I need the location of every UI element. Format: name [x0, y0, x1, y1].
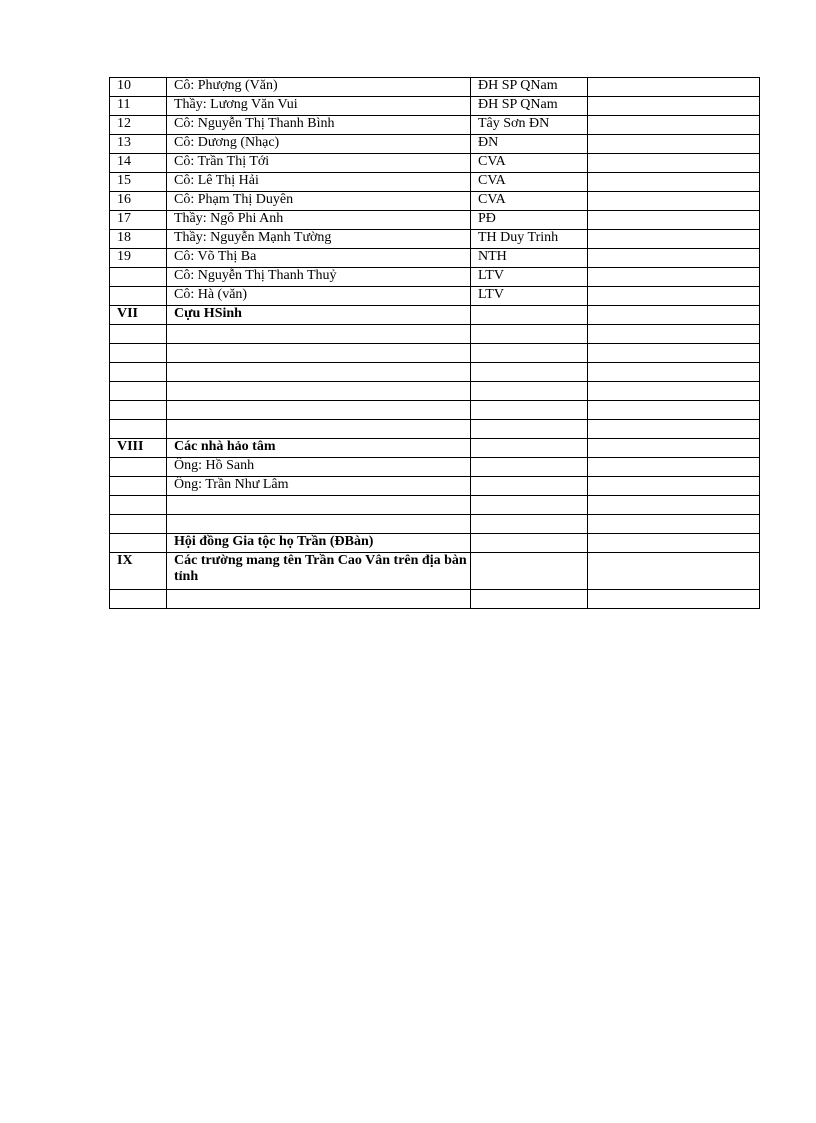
name-cell: Cô: Phạm Thị Duyên	[167, 192, 471, 211]
note-cell	[588, 325, 760, 344]
table-row	[110, 439, 760, 458]
table-row	[110, 97, 760, 116]
name-cell: Cựu HSinh	[167, 306, 471, 325]
table-row	[110, 382, 760, 401]
name-cell	[167, 344, 471, 363]
name-cell: Các trường mang tên Trần Cao Vân trên địa bàn tỉnh	[167, 553, 471, 590]
participants-table	[109, 77, 760, 609]
table-body	[110, 78, 760, 609]
table-row	[110, 78, 760, 97]
unit-cell	[471, 496, 588, 515]
name-cell	[167, 515, 471, 534]
unit-cell: ĐN	[471, 135, 588, 154]
row-number-cell	[110, 496, 167, 515]
row-number-cell: 18	[110, 230, 167, 249]
row-number-cell	[110, 287, 167, 306]
table-row	[110, 496, 760, 515]
unit-cell	[471, 306, 588, 325]
note-cell	[588, 97, 760, 116]
unit-cell	[471, 363, 588, 382]
unit-cell	[471, 534, 588, 553]
name-cell: Các nhà hảo tâm	[167, 439, 471, 458]
row-number-cell	[110, 458, 167, 477]
unit-cell: CVA	[471, 154, 588, 173]
name-cell: Ông: Hồ Sanh	[167, 458, 471, 477]
note-cell	[588, 534, 760, 553]
name-cell: Cô: Nguyễn Thị Thanh Bình	[167, 116, 471, 135]
row-number-cell	[110, 420, 167, 439]
unit-cell: TH Duy Trinh	[471, 230, 588, 249]
name-cell: Cô: Trần Thị Tới	[167, 154, 471, 173]
name-cell	[167, 325, 471, 344]
table-row	[110, 325, 760, 344]
note-cell	[588, 154, 760, 173]
table-row	[110, 211, 760, 230]
unit-cell: PĐ	[471, 211, 588, 230]
name-cell: Cô: Võ Thị Ba	[167, 249, 471, 268]
row-number-cell: VII	[110, 306, 167, 325]
name-cell	[167, 401, 471, 420]
unit-cell: CVA	[471, 192, 588, 211]
note-cell	[588, 173, 760, 192]
name-cell: Cô: Phượng (Văn)	[167, 78, 471, 97]
unit-cell	[471, 515, 588, 534]
unit-cell	[471, 325, 588, 344]
unit-cell: ĐH SP QNam	[471, 78, 588, 97]
note-cell	[588, 287, 760, 306]
unit-cell	[471, 477, 588, 496]
row-number-cell: 14	[110, 154, 167, 173]
unit-cell	[471, 458, 588, 477]
unit-cell: CVA	[471, 173, 588, 192]
note-cell	[588, 420, 760, 439]
name-cell: Thầy: Ngô Phi Anh	[167, 211, 471, 230]
row-number-cell: 10	[110, 78, 167, 97]
name-cell	[167, 363, 471, 382]
table-row	[110, 249, 760, 268]
table-row	[110, 553, 760, 590]
row-number-cell	[110, 325, 167, 344]
unit-cell	[471, 420, 588, 439]
table-row	[110, 590, 760, 609]
table-row	[110, 534, 760, 553]
note-cell	[588, 268, 760, 287]
table-row	[110, 344, 760, 363]
table-row	[110, 230, 760, 249]
note-cell	[588, 477, 760, 496]
row-number-cell: 19	[110, 249, 167, 268]
table-row	[110, 173, 760, 192]
note-cell	[588, 306, 760, 325]
unit-cell: Tây Sơn ĐN	[471, 116, 588, 135]
table-row	[110, 135, 760, 154]
table-row	[110, 116, 760, 135]
name-cell	[167, 420, 471, 439]
name-cell: Thầy: Lương Văn Vui	[167, 97, 471, 116]
row-number-cell	[110, 534, 167, 553]
row-number-cell: 17	[110, 211, 167, 230]
table-row	[110, 477, 760, 496]
table-row	[110, 420, 760, 439]
row-number-cell	[110, 344, 167, 363]
table-row	[110, 306, 760, 325]
note-cell	[588, 230, 760, 249]
note-cell	[588, 590, 760, 609]
note-cell	[588, 553, 760, 590]
name-cell: Cô: Lê Thị Hải	[167, 173, 471, 192]
note-cell	[588, 458, 760, 477]
name-cell	[167, 382, 471, 401]
table-row	[110, 458, 760, 477]
row-number-cell	[110, 401, 167, 420]
name-cell: Ông: Trần Như Lâm	[167, 477, 471, 496]
row-number-cell: 15	[110, 173, 167, 192]
name-cell	[167, 590, 471, 609]
row-number-cell	[110, 590, 167, 609]
note-cell	[588, 515, 760, 534]
unit-cell: ĐH SP QNam	[471, 97, 588, 116]
note-cell	[588, 401, 760, 420]
row-number-cell	[110, 268, 167, 287]
row-number-cell	[110, 515, 167, 534]
table-row	[110, 401, 760, 420]
note-cell	[588, 363, 760, 382]
table-row	[110, 268, 760, 287]
name-cell: Thầy: Nguyễn Mạnh Tường	[167, 230, 471, 249]
name-cell: Cô: Nguyễn Thị Thanh Thuỷ	[167, 268, 471, 287]
table-row	[110, 363, 760, 382]
unit-cell: NTH	[471, 249, 588, 268]
note-cell	[588, 78, 760, 97]
unit-cell	[471, 382, 588, 401]
row-number-cell	[110, 477, 167, 496]
unit-cell	[471, 401, 588, 420]
unit-cell: LTV	[471, 287, 588, 306]
table-row	[110, 154, 760, 173]
name-cell	[167, 496, 471, 515]
unit-cell	[471, 439, 588, 458]
note-cell	[588, 135, 760, 154]
table-row	[110, 192, 760, 211]
note-cell	[588, 211, 760, 230]
unit-cell	[471, 590, 588, 609]
table-row	[110, 287, 760, 306]
row-number-cell	[110, 382, 167, 401]
note-cell	[588, 344, 760, 363]
note-cell	[588, 439, 760, 458]
note-cell	[588, 116, 760, 135]
unit-cell: LTV	[471, 268, 588, 287]
name-cell: Cô: Hà (văn)	[167, 287, 471, 306]
unit-cell	[471, 553, 588, 590]
name-cell: Hội đồng Gia tộc họ Trần (ĐBàn)	[167, 534, 471, 553]
row-number-cell	[110, 363, 167, 382]
unit-cell	[471, 344, 588, 363]
row-number-cell: 11	[110, 97, 167, 116]
row-number-cell: VIII	[110, 439, 167, 458]
note-cell	[588, 382, 760, 401]
note-cell	[588, 496, 760, 515]
row-number-cell: 12	[110, 116, 167, 135]
table-row	[110, 515, 760, 534]
name-cell: Cô: Dương (Nhạc)	[167, 135, 471, 154]
note-cell	[588, 249, 760, 268]
row-number-cell: 13	[110, 135, 167, 154]
note-cell	[588, 192, 760, 211]
row-number-cell: 16	[110, 192, 167, 211]
row-number-cell: IX	[110, 553, 167, 590]
